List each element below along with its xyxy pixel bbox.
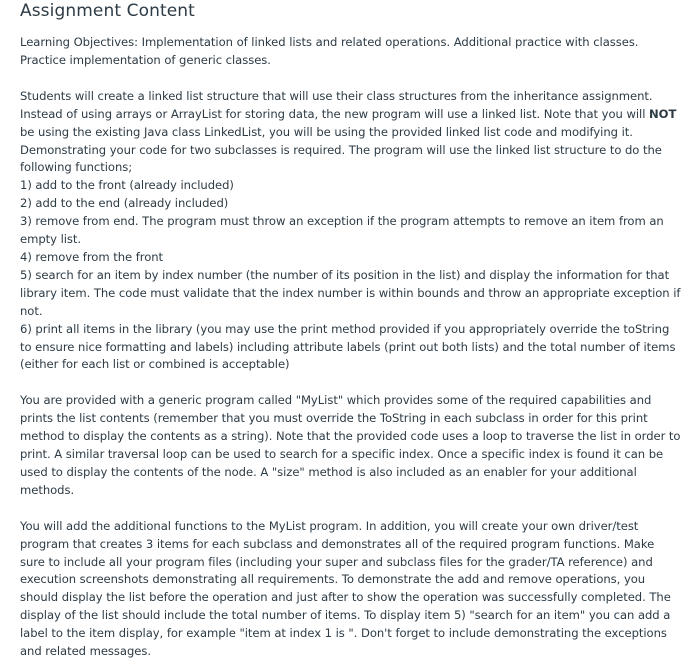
page-title: Assignment Content [20,1,195,21]
learning-objectives: Learning Objectives: Implementation of linked lists and related operations. Additional practice with classes. Practice implementation of generic classes. [20,35,639,67]
intro-text-part1: Students will create a linked list structure that will use their class structures from the inheritance assignment. Instead of using arrays or ArrayList for storing data, the new program will use a linked list. Note that you will [20,88,653,121]
provided-code-paragraph: You are provided with a generic program called "MyList" which provides some of the required capabilities and prints the list contents (remember that you must override the ToString in each subclass in order for this print method to display the contents as a string). Note that the provided code uses a loop to traverse the list in order to print. A similar traversal loop can be used to search for a specific index. Once a specific index is found it can be used to display the contents of the node. A "size" method is also included as an enabler for your additional methods. [20,393,681,497]
intro-emphasis: NOT [649,106,677,121]
intro-paragraph [20,89,676,175]
intro-text-part2: be using the existing Java class LinkedList, you will be using the provided linked list code and modifying it. Demonstrating your code for two subclasses is required. The program will use the linked list structure to do the following functions; [20,124,662,175]
function-item-6: 6) print all items in the library (you may use the print method provided if you appropriately override the toString to ensure nice formatting and labels) including attribute labels (print out both lists) and the total number of items (either for each list or combined is acceptable) [20,321,676,372]
function-item-5: 5) search for an item by index number (the number of its position in the list) and display the information for that library item. The code must validate that the index number is within bounds and throw an appropriate exception if not. [20,267,681,318]
function-item-2: 2) add to the end (already included) [20,196,229,211]
function-list [20,177,682,374]
function-item-3: 3) remove from end. The program must throw an exception if the program attempts to remove an item from an empty list. [20,214,664,247]
function-item-4: 4) remove from the front [20,249,164,264]
function-item-1: 1) add to the front (already included) [20,178,234,193]
additional-functions-paragraph: You will add the additional functions to the MyList program. In addition, you will create your own driver/test program that creates 3 items for each subclass and demonstrates all of the required program functions. Make sure to include all your program files (including your super and subclass files for the grader/TA reference) and execution screenshots demonstrating all requirements. To demonstrate the add and remove operations, you should display the list before the operation and just after to show the operation was successfully completed. The display of the list should include the total number of items. To display item 5) "search for an item" you can add a label to the item display, for example "item at index 1 is ". Don't forget to include demonstrating the exceptions and related messages. [20,518,671,659]
intro-section [20,88,682,375]
